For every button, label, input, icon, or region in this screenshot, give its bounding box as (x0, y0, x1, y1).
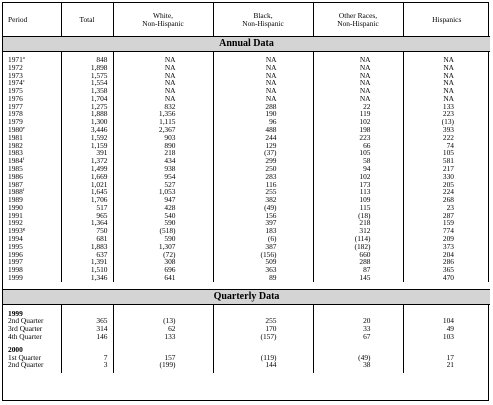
cell-period: 4th Quarter (8, 332, 42, 341)
cell-total: 1,510 (61, 266, 113, 274)
cell-other-races: 312 (313, 227, 403, 235)
cell-black: 190 (213, 110, 313, 118)
cell-total: 1,021 (61, 181, 113, 189)
cell-total: 1,159 (61, 142, 113, 150)
table-row (3, 188, 490, 196)
cell-black: 144 (213, 361, 313, 369)
table-row (3, 56, 490, 64)
cell-black: 255 (213, 317, 313, 325)
cell-total: 750 (61, 227, 113, 235)
cell-total: 1,300 (61, 118, 113, 126)
cell-total: 1,275 (61, 103, 113, 111)
cell-other-races: 115 (313, 204, 403, 212)
cell-black: 382 (213, 196, 313, 204)
cell-total: 1,883 (61, 243, 113, 251)
header-white: White, Non-Hispanic (113, 3, 213, 37)
table-row (3, 251, 490, 259)
cell-total: 1,372 (61, 157, 113, 165)
cell-hispanics: NA (403, 72, 490, 80)
cell-total: 1,391 (61, 258, 113, 266)
cell-other-races: 223 (313, 134, 403, 142)
table-row (3, 317, 490, 325)
cell-white: 947 (113, 196, 213, 204)
cell-hispanics: 23 (403, 204, 490, 212)
cell-period: 1999 (8, 272, 23, 282)
cell-white: (518) (113, 227, 213, 235)
cell-other-races: NA (313, 79, 403, 87)
section-annual: Annual Data (3, 37, 490, 52)
cell-white: NA (113, 56, 213, 64)
cell-hispanics: 373 (403, 243, 490, 251)
cell-period: 1st Quarter (8, 352, 42, 362)
cell-total: 7 (61, 354, 113, 362)
footnote-marker: a (22, 55, 25, 60)
table-row (3, 165, 490, 173)
cell-other-races: 105 (313, 149, 403, 157)
cell-white: (199) (113, 361, 213, 369)
cell-other-races: 94 (313, 165, 403, 173)
cell-black: 387 (213, 243, 313, 251)
cell-other-races: (114) (313, 235, 403, 243)
cell-white: 903 (113, 134, 213, 142)
cell-hispanics: 49 (403, 325, 490, 333)
cell-period: 1986 (8, 171, 23, 181)
table-row (3, 157, 490, 165)
cell-other-races: 87 (313, 266, 403, 274)
cell-black: 129 (213, 142, 313, 150)
cell-white: 62 (113, 325, 213, 333)
cell-period: 1976 (8, 93, 23, 103)
year-heading: 2000 (8, 344, 23, 354)
cell-white: NA (113, 64, 213, 72)
table-row (3, 103, 490, 111)
cell-period: 1992 (8, 218, 23, 228)
table-row (3, 258, 490, 266)
cell-period: 1977 (8, 101, 23, 111)
cell-total: 637 (61, 251, 113, 259)
cell-white: 308 (113, 258, 213, 266)
table-row (3, 95, 490, 103)
cell-black: (37) (213, 149, 313, 157)
cell-hispanics: 21 (403, 361, 490, 369)
table-row (3, 110, 490, 118)
cell-white: NA (113, 79, 213, 87)
cell-white: 696 (113, 266, 213, 274)
year-heading: 1999 (8, 308, 23, 318)
cell-other-races: 660 (313, 251, 403, 259)
cell-other-races: NA (313, 64, 403, 72)
cell-total: 1,706 (61, 196, 113, 204)
cell-white: 133 (113, 333, 213, 341)
cell-period: 3rd Quarter (8, 324, 43, 334)
cell-hispanics: 223 (403, 110, 490, 118)
year-heading-row (3, 346, 490, 354)
footnote-marker: c (22, 78, 25, 84)
cell-black: NA (213, 72, 313, 80)
table-row (3, 142, 490, 150)
cell-black: 283 (213, 173, 313, 181)
cell-white: 157 (113, 354, 213, 362)
cell-period: 1989 (8, 195, 23, 205)
table-row (3, 219, 490, 227)
cell-total: 1,592 (61, 134, 113, 142)
cell-total: 314 (61, 325, 113, 333)
table-row (3, 173, 490, 181)
cell-black: NA (213, 79, 313, 87)
cell-black: 96 (213, 118, 313, 126)
cell-black: (156) (213, 251, 313, 259)
cell-total: 3 (61, 361, 113, 369)
table-row (3, 134, 490, 142)
cell-hispanics: 365 (403, 266, 490, 274)
table-row (3, 79, 490, 87)
cell-hispanics: NA (403, 64, 490, 72)
cell-hispanics: 204 (403, 251, 490, 259)
cell-black: 299 (213, 157, 313, 165)
cell-black: 89 (213, 274, 313, 282)
cell-other-races: (18) (313, 212, 403, 220)
cell-other-races: 109 (313, 196, 403, 204)
cell-total: 1,554 (61, 79, 113, 87)
table-row (3, 72, 490, 80)
cell-total: 1,898 (61, 64, 113, 72)
cell-period: 1979 (8, 117, 23, 127)
cell-total: 3,446 (61, 126, 113, 134)
cell-black: 488 (213, 126, 313, 134)
table-row (3, 235, 490, 243)
cell-other-races: NA (313, 72, 403, 80)
cell-black: 183 (213, 227, 313, 235)
cell-white: 218 (113, 149, 213, 157)
cell-white: 954 (113, 173, 213, 181)
table-row (3, 227, 490, 235)
cell-hispanics: 205 (403, 181, 490, 189)
table-row (3, 118, 490, 126)
cell-black: NA (213, 56, 313, 64)
cell-white: 1,356 (113, 110, 213, 118)
cell-period: 2nd Quarter (8, 316, 44, 326)
household-change-table (3, 3, 490, 373)
cell-total: 146 (61, 333, 113, 341)
header-black: Black, Non-Hispanic (213, 3, 313, 37)
cell-period: 1991 (8, 210, 23, 220)
cell-total: 1,888 (61, 110, 113, 118)
cell-white: 434 (113, 157, 213, 165)
cell-period: 1972 (8, 62, 23, 72)
cell-black: 250 (213, 165, 313, 173)
cell-other-races: 33 (313, 325, 403, 333)
cell-period: 1987 (8, 179, 23, 189)
cell-white: NA (113, 87, 213, 95)
cell-other-races: 173 (313, 181, 403, 189)
cell-black: 509 (213, 258, 313, 266)
cell-hispanics: NA (403, 95, 490, 103)
footnote-marker: f (22, 187, 25, 193)
table-row (3, 266, 490, 274)
cell-hispanics: NA (403, 56, 490, 64)
cell-black: 288 (213, 103, 313, 111)
cell-period: 1997 (8, 257, 23, 267)
cell-period: 1988$^f$ (8, 187, 25, 197)
cell-hispanics: 470 (403, 274, 490, 282)
cell-hispanics: 209 (403, 235, 490, 243)
cell-period: 1981 (8, 132, 23, 142)
cell-hispanics: 217 (403, 165, 490, 173)
cell-white: 590 (113, 219, 213, 227)
cell-black: (119) (213, 354, 313, 362)
cell-total: 681 (61, 235, 113, 243)
cell-hispanics: 581 (403, 157, 490, 165)
cell-black: NA (213, 64, 313, 72)
footnote-marker: e (22, 125, 25, 131)
table-row (3, 361, 490, 369)
cell-hispanics: 330 (403, 173, 490, 181)
cell-hispanics: 222 (403, 134, 490, 142)
cell-total: 848 (61, 56, 113, 64)
table-row (3, 196, 490, 204)
cell-black: 244 (213, 134, 313, 142)
cell-hispanics: 74 (403, 142, 490, 150)
cell-black: (6) (213, 235, 313, 243)
footnote-marker: f (22, 156, 25, 162)
table-row (3, 243, 490, 251)
spacer-row (3, 369, 490, 373)
cell-total: 1,499 (61, 165, 113, 173)
cell-black: 255 (213, 188, 313, 196)
cell-period: 1978 (8, 109, 23, 119)
cell-white: 832 (113, 103, 213, 111)
cell-hispanics: 287 (403, 212, 490, 220)
cell-black: 397 (213, 219, 313, 227)
cell-other-races: 102 (313, 173, 403, 181)
cell-hispanics: NA (403, 87, 490, 95)
cell-total: 517 (61, 204, 113, 212)
table-row (3, 354, 490, 362)
cell-period: 1996 (8, 249, 23, 259)
cell-black: 170 (213, 325, 313, 333)
cell-period: 1982 (8, 140, 23, 150)
cell-period: 1983 (8, 148, 23, 158)
cell-other-races: 66 (313, 142, 403, 150)
section-gap (3, 282, 490, 290)
cell-hispanics: 17 (403, 354, 490, 362)
cell-white: 938 (113, 165, 213, 173)
cell-white: NA (113, 95, 213, 103)
cell-other-races: 145 (313, 274, 403, 282)
cell-other-races: 113 (313, 188, 403, 196)
table-row (3, 212, 490, 220)
cell-hispanics: 268 (403, 196, 490, 204)
cell-total: 965 (61, 212, 113, 220)
cell-other-races: 198 (313, 126, 403, 134)
cell-total: 1,669 (61, 173, 113, 181)
cell-total: 1,645 (61, 188, 113, 196)
cell-white: 890 (113, 142, 213, 150)
cell-white: 641 (113, 274, 213, 282)
cell-other-races: 67 (313, 333, 403, 341)
cell-total: 1,364 (61, 219, 113, 227)
cell-other-races: NA (313, 56, 403, 64)
table-row (3, 87, 490, 95)
year-heading-row (3, 310, 490, 318)
cell-white: 540 (113, 212, 213, 220)
data-table-frame (2, 2, 489, 401)
cell-other-races: 102 (313, 118, 403, 126)
cell-total: 1,704 (61, 95, 113, 103)
cell-white: 590 (113, 235, 213, 243)
cell-total: 1,358 (61, 87, 113, 95)
cell-hispanics: 774 (403, 227, 490, 235)
cell-period: 1994 (8, 233, 23, 243)
cell-hispanics: 104 (403, 317, 490, 325)
cell-other-races: (182) (313, 243, 403, 251)
cell-other-races: 58 (313, 157, 403, 165)
header-row (3, 3, 490, 37)
cell-hispanics: 159 (403, 219, 490, 227)
header-hispanics: Hispanics (403, 3, 490, 37)
cell-black: 156 (213, 212, 313, 220)
table-row (3, 333, 490, 341)
table-row (3, 204, 490, 212)
cell-other-races: 218 (313, 219, 403, 227)
table-row (3, 181, 490, 189)
cell-period: 1984$^f$ (8, 156, 25, 166)
cell-period: 1993$^g$ (8, 226, 26, 236)
cell-period: 1974$^c$ (8, 78, 25, 88)
cell-other-races: 38 (313, 361, 403, 369)
cell-total: 365 (61, 317, 113, 325)
cell-hispanics: (13) (403, 118, 490, 126)
cell-black: NA (213, 87, 313, 95)
cell-black: (49) (213, 204, 313, 212)
cell-period: 1971$^a$ (8, 55, 25, 64)
cell-white: 1,053 (113, 188, 213, 196)
cell-hispanics: 133 (403, 103, 490, 111)
cell-white: 428 (113, 204, 213, 212)
cell-hispanics: 393 (403, 126, 490, 134)
cell-hispanics: 286 (403, 258, 490, 266)
cell-white: NA (113, 72, 213, 80)
cell-other-races: NA (313, 95, 403, 103)
cell-hispanics: NA (403, 79, 490, 87)
cell-period: 1980e (8, 125, 25, 135)
cell-other-races: 288 (313, 258, 403, 266)
header-period: Period (3, 3, 61, 37)
cell-other-races: (49) (313, 354, 403, 362)
table-row (3, 325, 490, 333)
cell-period: 1985 (8, 163, 23, 173)
cell-black: 363 (213, 266, 313, 274)
cell-total: 1,346 (61, 274, 113, 282)
cell-other-races: 22 (313, 103, 403, 111)
cell-total: 391 (61, 149, 113, 157)
table-row (3, 149, 490, 157)
cell-white: (13) (113, 317, 213, 325)
cell-total: 1,575 (61, 72, 113, 80)
table-row (3, 64, 490, 72)
cell-hispanics: 105 (403, 149, 490, 157)
section-quarterly: Quarterly Data (3, 289, 490, 304)
footnote-marker: g (22, 226, 26, 232)
header-other-races: Other Races, Non-Hispanic (313, 3, 403, 37)
cell-other-races: 119 (313, 110, 403, 118)
cell-black: 116 (213, 181, 313, 189)
cell-other-races: 20 (313, 317, 403, 325)
cell-white: 1,115 (113, 118, 213, 126)
cell-hispanics: 224 (403, 188, 490, 196)
cell-white: 527 (113, 181, 213, 189)
cell-white: 1,307 (113, 243, 213, 251)
cell-white: (72) (113, 251, 213, 259)
cell-period: 1995 (8, 241, 23, 251)
cell-period: 2nd Quarter (8, 360, 44, 370)
cell-hispanics: 103 (403, 333, 490, 341)
cell-period: 1975 (8, 86, 23, 96)
cell-period: 1990 (8, 202, 23, 212)
cell-white: 2,367 (113, 126, 213, 134)
cell-black: NA (213, 95, 313, 103)
header-total: Total (61, 3, 113, 37)
cell-period: 1998 (8, 265, 23, 275)
cell-period: 1973 (8, 70, 23, 80)
cell-other-races: NA (313, 87, 403, 95)
cell-black: (157) (213, 333, 313, 341)
table-row (3, 126, 490, 134)
